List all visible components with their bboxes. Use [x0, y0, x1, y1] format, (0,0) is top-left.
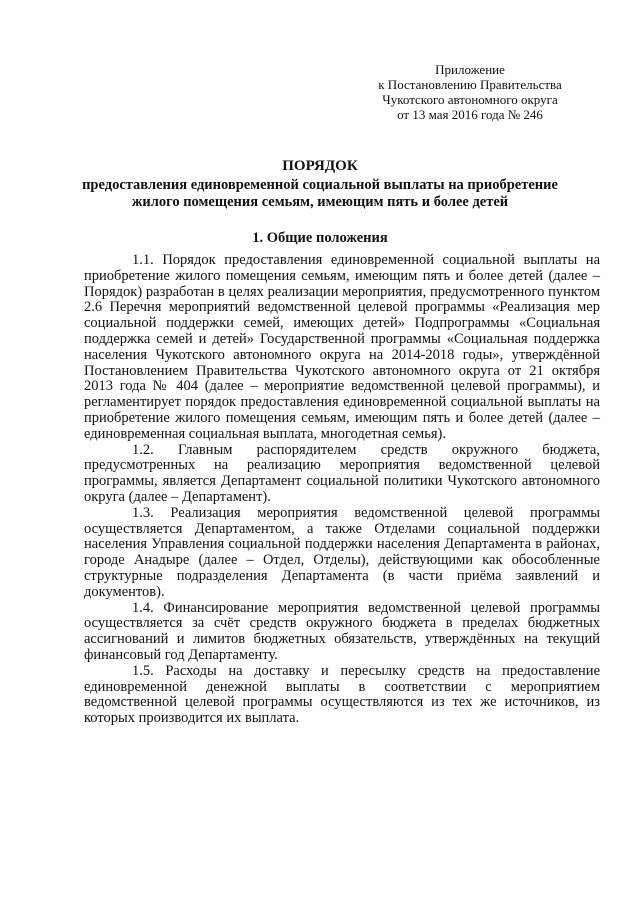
section-body [84, 253, 600, 727]
paragraph-1-5: 1.5. Расходы на доставку и пересылку средств на предоставление единовременной денежной выплаты в соответствии с мероприятием ведомственной целевой программы осуществляются из тех же источников, из которых производится их выплата. [84, 662, 600, 727]
document-title-line-3: жилого помещения семьям, имеющим пять и более детей [131, 194, 509, 210]
document-title-line-2: предоставления единовременной социальной выплаты на приобретение [82, 177, 558, 193]
paragraph-1-1: 1.1. Порядок предоставления единовременной социальной выплаты на приобретение жилого помещения семьям, имеющим пять и более детей (далее – Порядок) разработан в целях реализации мероприятия, предусмотренного пунктом 2.6 Перечня мероприятий ведомственной целевой программы «Реализация мер социальной поддержки семей, имеющих детей» Подпрограммы «Социальная поддержка семей и детей» Государственной программы «Социальная поддержка населения Чукотского автономного округа на 2014-2018 годы», утверждённой Постановлением Правительства Чукотского автономного округа от 21 октября 2013 года № 404 (далее – мероприятие ведомственной целевой программы), и регламентирует порядок предоставления единовременной социальной выплаты на приобретение жилого помещения семьям, имеющим пять и более детей (далее – единовременная социальная выплата, многодетная семья). [84, 252, 600, 442]
paragraph-1-3: 1.3. Реализация мероприятия ведомственной целевой программы осуществляется Департаментом, а также Отделами социальной поддержки населения Управления социальной поддержки населения Департамента в районах, городе Анадыре (далее – Отдел, Отделы), действующими как обособленные структурные подразделения Департамента (в части приёма заявлений и документов). [84, 504, 600, 600]
document-title [40, 158, 600, 211]
section-heading: 1. Общие положения [252, 230, 388, 246]
paragraph-1-2: 1.2. Главным распорядителем средств окружного бюджета, предусмотренных на реализацию мероприятия ведомственной целевой программы, является Департамент социальной политики Чукотского автономного округа (далее – Департамент). [84, 441, 600, 505]
appendix-header [360, 62, 580, 122]
appendix-region: Чукотского автономного округа [382, 92, 558, 107]
paragraph-1-4: 1.4. Финансирование мероприятия ведомственной целевой программы осуществляется за счёт средств окружного бюджета в пределах бюджетных ассигнований и лимитов бюджетных обязательств, утверждённых на текущий финансовый год Департаменту. [84, 599, 600, 663]
appendix-date-number: от 13 мая 2016 года № 246 [397, 107, 543, 122]
document-title-main: ПОРЯДОК [282, 158, 358, 174]
appendix-resolution: к Постановлению Правительства [378, 77, 562, 92]
appendix-label: Приложение [435, 62, 505, 77]
